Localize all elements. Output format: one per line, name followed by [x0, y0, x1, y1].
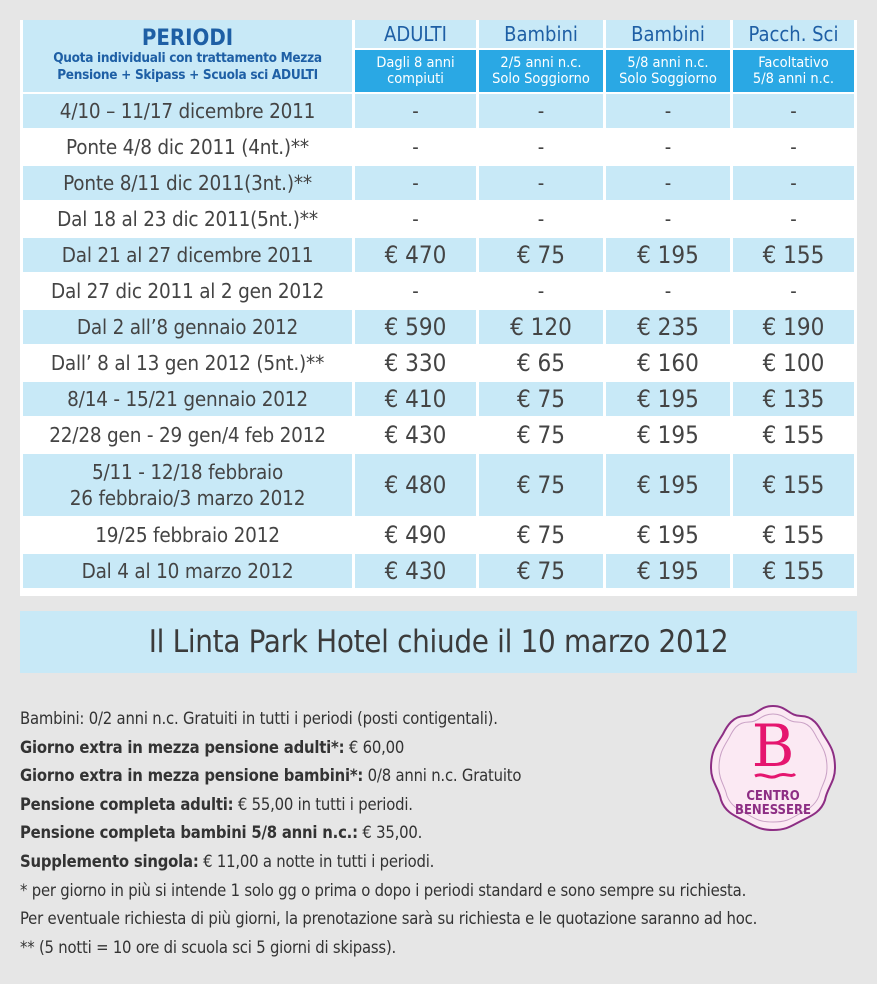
table-row: [23, 274, 854, 308]
logo-line2: BENESSERE: [735, 803, 811, 818]
period-text: 22/28 gen - 29 gen/4 feb 2012: [49, 423, 326, 447]
price-cell-bambini-2-5: -: [479, 166, 603, 200]
price-cell-bambini-5-8: -: [606, 130, 730, 164]
period-cell: [23, 346, 352, 380]
table-row: [23, 554, 854, 588]
price-cell-pacch-sci: -: [733, 166, 854, 200]
period-cell: [23, 382, 352, 416]
table-row: [23, 418, 854, 452]
price-cell-bambini-5-8: -: [606, 94, 730, 128]
note-line: [20, 848, 877, 877]
col-sub1: 2/5 anni n.c.: [500, 55, 582, 71]
price-cell-bambini-2-5: € 120: [479, 310, 603, 344]
note-line: [20, 877, 877, 906]
price-cell-pacch-sci: -: [733, 274, 854, 308]
price-cell-adulti: -: [355, 166, 476, 200]
price-cell-adulti: € 330: [355, 346, 476, 380]
period-cell: [23, 454, 352, 516]
price-cell-bambini-2-5: € 75: [479, 238, 603, 272]
price-cell-pacch-sci: € 155: [733, 454, 854, 516]
period-text: 8/14 - 15/21 gennaio 2012: [67, 387, 308, 411]
period-text: 19/25 febbraio 2012: [95, 523, 280, 547]
note-label: Pensione completa adulti:: [20, 794, 234, 814]
price-cell-pacch-sci: € 155: [733, 238, 854, 272]
col-sub1: Dagli 8 anni: [376, 55, 455, 71]
price-cell-bambini-5-8: € 195: [606, 518, 730, 552]
note-text: € 55,00 in tutti i periodi.: [233, 794, 413, 814]
period-text: Ponte 8/11 dic 2011(3nt.)**: [63, 171, 312, 195]
period-cell: [23, 94, 352, 128]
price-cell-pacch-sci: € 100: [733, 346, 854, 380]
price-cell-pacch-sci: € 190: [733, 310, 854, 344]
note-text: * per giorno in più si intende 1 solo gg o prima o dopo i periodi standard e sono sempre su richiesta.: [20, 880, 747, 900]
period-cell: [23, 274, 352, 308]
price-cell-pacch-sci: -: [733, 202, 854, 236]
note-text: Per eventuale richiesta di più giorni, la prenotazione sarà su richiesta e le quotazione saranno ad hoc.: [20, 909, 758, 929]
col-subheader-bambini-5-8: [606, 50, 730, 92]
price-cell-adulti: € 490: [355, 518, 476, 552]
table-row: [23, 310, 854, 344]
table-row: [23, 94, 854, 128]
price-cell-bambini-2-5: -: [479, 130, 603, 164]
period-text: Dal 4 al 10 marzo 2012: [81, 559, 294, 583]
price-cell-adulti: € 430: [355, 554, 476, 588]
period-text: Dal 2 all’8 gennaio 2012: [76, 315, 299, 339]
col-subheader-bambini-2-5: [479, 50, 603, 92]
period-text: 5/11 - 12/18 febbraio: [91, 460, 284, 484]
col-sub1: 5/8 anni n.c.: [627, 55, 709, 71]
price-cell-adulti: € 480: [355, 454, 476, 516]
price-cell-bambini-5-8: € 195: [606, 382, 730, 416]
period-text: 4/10 – 11/17 dicembre 2011: [59, 99, 316, 123]
period-cell: [23, 238, 352, 272]
note-text: ** (5 notti = 10 ore di scuola sci 5 giorni di skipass).: [20, 937, 397, 957]
period-cell: [23, 518, 352, 552]
price-cell-bambini-5-8: -: [606, 274, 730, 308]
price-cell-bambini-2-5: € 75: [479, 518, 603, 552]
col-header-adulti: ADULTI: [355, 20, 476, 48]
price-rows: [23, 94, 854, 588]
period-subtitle-line2: Pensione + Skipass + Scuola sci ADULTI: [57, 67, 318, 83]
col-header-bambini-5-8: Bambini: [606, 20, 730, 48]
logo-line1: CENTRO: [746, 789, 800, 804]
price-cell-adulti: -: [355, 130, 476, 164]
table-row: [23, 346, 854, 380]
col-sub2: Solo Soggiorno: [492, 71, 590, 87]
price-cell-adulti: € 470: [355, 238, 476, 272]
note-text: Bambini: 0/2 anni n.c. Gratuiti in tutti i periodi (posti contigentali).: [20, 709, 498, 728]
price-cell-bambini-5-8: € 195: [606, 238, 730, 272]
period-cell: [23, 418, 352, 452]
note-text: € 60,00: [344, 737, 405, 757]
price-cell-bambini-5-8: € 195: [606, 554, 730, 588]
period-cell: [23, 202, 352, 236]
table-row: [23, 202, 854, 236]
table-row: [23, 382, 854, 416]
price-table: [20, 18, 857, 590]
closing-banner: Il Linta Park Hotel chiude il 10 marzo 2012: [20, 611, 857, 673]
col-sub2: compiuti: [387, 71, 444, 87]
price-cell-adulti: -: [355, 274, 476, 308]
price-cell-bambini-5-8: -: [606, 202, 730, 236]
price-cell-bambini-2-5: € 75: [479, 454, 603, 516]
price-cell-adulti: -: [355, 94, 476, 128]
price-cell-adulti: € 430: [355, 418, 476, 452]
period-cell: [23, 310, 352, 344]
price-cell-bambini-5-8: € 195: [606, 418, 730, 452]
price-cell-bambini-5-8: € 235: [606, 310, 730, 344]
price-cell-pacch-sci: € 155: [733, 518, 854, 552]
period-text: Dal 27 dic 2011 al 2 gen 2012: [50, 279, 325, 303]
note-line: [20, 934, 877, 963]
note-label: Giorno extra in mezza pensione bambini*:: [20, 766, 364, 786]
price-cell-bambini-2-5: € 65: [479, 346, 603, 380]
period-text: Dal 21 al 27 dicembre 2011: [61, 243, 314, 267]
price-cell-bambini-5-8: -: [606, 166, 730, 200]
col-header-pacch-sci: Pacch. Sci: [733, 20, 854, 48]
table-row: [23, 238, 854, 272]
price-cell-bambini-2-5: -: [479, 94, 603, 128]
col-subheader-adulti: [355, 50, 476, 92]
col-sub2: Solo Soggiorno: [619, 71, 717, 87]
price-cell-bambini-2-5: -: [479, 274, 603, 308]
table-row: [23, 454, 854, 516]
period-text-line2: 26 febbraio/3 marzo 2012: [69, 486, 306, 510]
price-cell-pacch-sci: -: [733, 94, 854, 128]
price-cell-bambini-2-5: € 75: [479, 418, 603, 452]
price-cell-adulti: -: [355, 202, 476, 236]
period-cell: [23, 554, 352, 588]
price-cell-pacch-sci: € 155: [733, 554, 854, 588]
price-cell-bambini-5-8: € 195: [606, 454, 730, 516]
period-title: PERIODI: [141, 26, 234, 51]
note-line: [20, 905, 877, 934]
period-text: Dal 18 al 23 dic 2011(5nt.)**: [57, 207, 318, 231]
note-label: Pensione completa bambini 5/8 anni n.c.:: [20, 823, 358, 843]
logo-letter: B: [751, 712, 795, 780]
col-subheader-pacch-sci: [733, 50, 854, 92]
price-cell-adulti: € 410: [355, 382, 476, 416]
note-label: Supplemento singola:: [20, 851, 199, 871]
note-text: 0/8 anni n.c. Gratuito: [363, 766, 522, 786]
price-cell-pacch-sci: € 155: [733, 418, 854, 452]
price-cell-bambini-2-5: € 75: [479, 382, 603, 416]
price-cell-bambini-5-8: € 160: [606, 346, 730, 380]
col-sub1: Facoltativo: [758, 55, 829, 71]
price-cell-pacch-sci: € 135: [733, 382, 854, 416]
note-text: € 35,00.: [357, 823, 423, 843]
price-cell-pacch-sci: -: [733, 130, 854, 164]
table-row: [23, 518, 854, 552]
period-cell: [23, 166, 352, 200]
period-text: Ponte 4/8 dic 2011 (4nt.)**: [66, 135, 309, 159]
note-text: € 11,00 a notte in tutti i periodi.: [198, 851, 435, 871]
table-row: [23, 166, 854, 200]
col-sub2: 5/8 anni n.c.: [752, 71, 835, 87]
price-cell-bambini-2-5: € 75: [479, 554, 603, 588]
period-subtitle-line1: Quota individuali con trattamento Mezza: [53, 50, 322, 66]
table-row: [23, 130, 854, 164]
price-cell-bambini-2-5: -: [479, 202, 603, 236]
period-header: [23, 20, 352, 92]
period-cell: [23, 130, 352, 164]
price-cell-adulti: € 590: [355, 310, 476, 344]
col-header-bambini-2-5: Bambini: [479, 20, 603, 48]
centro-benessere-logo: [707, 702, 839, 834]
period-text: Dall’ 8 al 13 gen 2012 (5nt.)**: [50, 351, 325, 375]
note-label: Giorno extra in mezza pensione adulti*:: [20, 737, 345, 757]
